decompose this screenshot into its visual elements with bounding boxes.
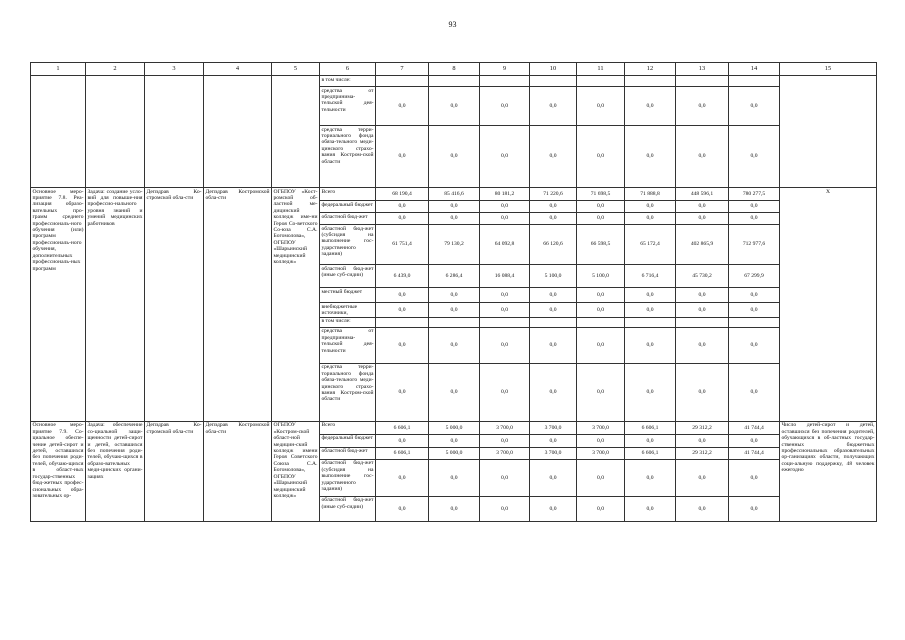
header-cell-15: 15 bbox=[780, 63, 877, 76]
amount-cell: 0,0 bbox=[376, 87, 429, 126]
amount-cell: 0,0 bbox=[480, 496, 530, 521]
funding-source-label: федеральный бюджет bbox=[320, 434, 376, 447]
amount-cell: 0,0 bbox=[530, 496, 577, 521]
amount-cell: 79 130,2 bbox=[429, 225, 480, 265]
empty-amount-cell bbox=[625, 76, 676, 87]
amount-cell: 0,0 bbox=[376, 303, 429, 318]
amount-cell: 0,0 bbox=[577, 87, 625, 126]
empty-amount-cell bbox=[429, 317, 480, 327]
empty-cell-4 bbox=[204, 76, 272, 188]
amount-cell: 29 312,2 bbox=[676, 447, 729, 459]
amount-cell: 0,0 bbox=[577, 213, 625, 225]
amount-cell: 0,0 bbox=[530, 126, 577, 188]
funding-source-label: в том числе: bbox=[320, 317, 376, 327]
block2-row bbox=[31, 188, 877, 201]
amount-cell: 0,0 bbox=[676, 303, 729, 318]
amount-cell: 6 606,1 bbox=[625, 421, 676, 434]
co-executor: Депздрав Костромской обла-сти bbox=[204, 188, 272, 422]
amount-cell: 0,0 bbox=[376, 363, 429, 421]
amount-cell: 0,0 bbox=[530, 201, 577, 213]
amount-cell: 0,0 bbox=[729, 363, 780, 421]
amount-cell: 0,0 bbox=[676, 434, 729, 447]
amount-cell: 0,0 bbox=[480, 201, 530, 213]
amount-cell: 0,0 bbox=[376, 126, 429, 188]
funding-source-label: областной бюд-жет bbox=[320, 213, 376, 225]
amount-cell: 0,0 bbox=[676, 288, 729, 303]
amount-cell: 780 277,5 bbox=[729, 188, 780, 201]
funding-source-label: средства от предпринима-тельской дея-тельности bbox=[320, 327, 376, 363]
amount-cell: 68 190,4 bbox=[376, 188, 429, 201]
amount-cell: 85 416,6 bbox=[429, 188, 480, 201]
participants: ОГБПОУ «Костром-ской област-ной медицин-ский колледж имени Героя Советского Союза С.А. Богомолова», ОГБПОУ «Шарьинский медицинский колледж» bbox=[272, 421, 320, 521]
empty-amount-cell bbox=[376, 76, 429, 87]
amount-cell: 0,0 bbox=[625, 459, 676, 496]
amount-cell: 0,0 bbox=[729, 213, 780, 225]
amount-cell: 41 744,4 bbox=[729, 447, 780, 459]
amount-cell: 0,0 bbox=[625, 303, 676, 318]
empty-amount-cell bbox=[429, 76, 480, 87]
amount-cell: 66 120,6 bbox=[530, 225, 577, 265]
amount-cell: 41 744,4 bbox=[729, 421, 780, 434]
amount-cell: 0,0 bbox=[429, 213, 480, 225]
amount-cell: 0,0 bbox=[376, 459, 429, 496]
amount-cell: 0,0 bbox=[429, 459, 480, 496]
responsible-executor: Депздрав Ко-стромской обла-сти bbox=[145, 188, 204, 422]
amount-cell: 0,0 bbox=[429, 87, 480, 126]
amount-cell: 0,0 bbox=[530, 459, 577, 496]
amount-cell: 0,0 bbox=[676, 201, 729, 213]
amount-cell: 0,0 bbox=[480, 434, 530, 447]
amount-cell: 0,0 bbox=[530, 213, 577, 225]
funding-source-label: Всего bbox=[320, 188, 376, 201]
amount-cell: 0,0 bbox=[577, 303, 625, 318]
funding-source-label: средства от предпринима-тельской дея-тельности bbox=[320, 87, 376, 126]
amount-cell: 0,0 bbox=[625, 327, 676, 363]
amount-cell: 0,0 bbox=[625, 288, 676, 303]
amount-cell: 712 977,6 bbox=[729, 225, 780, 265]
header-cell-10: 10 bbox=[530, 63, 577, 76]
amount-cell: 71 888,8 bbox=[625, 188, 676, 201]
amount-cell: 80 181,2 bbox=[480, 188, 530, 201]
funding-source-label: местный бюджет bbox=[320, 288, 376, 303]
participants: ОГБПОУ «Кост-ромской об-ластной ме-дицинский колледж име-ни Героя Со-ветского Со-юза С.А. Богомолова», ОГБПОУ «Шарьинский медицинский колледж» bbox=[272, 188, 320, 422]
amount-cell: 0,0 bbox=[429, 496, 480, 521]
amount-cell: 0,0 bbox=[729, 459, 780, 496]
amount-cell: 0,0 bbox=[376, 288, 429, 303]
amount-cell: 0,0 bbox=[429, 303, 480, 318]
task-description: Задача: создание усло-вий для повыше-ния профессио-нального уровня знаний и умений медицинских работников bbox=[86, 188, 145, 422]
budget-table bbox=[30, 62, 877, 522]
amount-cell: 0,0 bbox=[376, 496, 429, 521]
header-cell-5: 5 bbox=[272, 63, 320, 76]
amount-cell: 0,0 bbox=[676, 213, 729, 225]
amount-cell: 0,0 bbox=[676, 496, 729, 521]
amount-cell: 0,0 bbox=[376, 327, 429, 363]
amount-cell: 0,0 bbox=[429, 327, 480, 363]
empty-amount-cell bbox=[577, 76, 625, 87]
header-cell-8: 8 bbox=[429, 63, 480, 76]
amount-cell: 0,0 bbox=[429, 434, 480, 447]
amount-cell: 3 700,0 bbox=[577, 421, 625, 434]
amount-cell: 402 865,9 bbox=[676, 225, 729, 265]
empty-cell-3 bbox=[145, 76, 204, 188]
amount-cell: 6 606,1 bbox=[376, 447, 429, 459]
amount-cell: 0,0 bbox=[429, 288, 480, 303]
amount-cell: 0,0 bbox=[625, 87, 676, 126]
amount-cell: 0,0 bbox=[577, 201, 625, 213]
empty-amount-cell bbox=[530, 317, 577, 327]
amount-cell: 0,0 bbox=[625, 496, 676, 521]
amount-cell: 66 598,5 bbox=[577, 225, 625, 265]
header-cell-1: 1 bbox=[31, 63, 86, 76]
amount-cell: 71 698,5 bbox=[577, 188, 625, 201]
funding-source-label: средства терри-ториального фонда обяза-тельного меди-цинского страхо-вания Костром-ской области bbox=[320, 363, 376, 421]
amount-cell: 0,0 bbox=[729, 288, 780, 303]
amount-cell: 3 700,0 bbox=[530, 447, 577, 459]
funding-source-label: Всего bbox=[320, 421, 376, 434]
amount-cell: 0,0 bbox=[625, 434, 676, 447]
amount-cell: 0,0 bbox=[530, 303, 577, 318]
amount-cell: 0,0 bbox=[676, 327, 729, 363]
amount-cell: 6 606,1 bbox=[376, 421, 429, 434]
amount-cell: 0,0 bbox=[729, 327, 780, 363]
header-cell-14: 14 bbox=[729, 63, 780, 76]
amount-cell: 0,0 bbox=[577, 496, 625, 521]
header-cell-9: 9 bbox=[480, 63, 530, 76]
amount-cell: 0,0 bbox=[429, 126, 480, 188]
amount-cell: 3 700,0 bbox=[530, 421, 577, 434]
empty-amount-cell bbox=[480, 76, 530, 87]
empty-amount-cell bbox=[676, 76, 729, 87]
amount-cell: 67 299,9 bbox=[729, 265, 780, 288]
empty-amount-cell bbox=[729, 76, 780, 87]
amount-cell: 0,0 bbox=[729, 303, 780, 318]
block3-row bbox=[31, 421, 877, 434]
funding-source-label: федеральный бюджет bbox=[320, 201, 376, 213]
table-body bbox=[31, 63, 877, 522]
amount-cell: 6 606,1 bbox=[625, 447, 676, 459]
empty-amount-cell bbox=[480, 317, 530, 327]
amount-cell: 0,0 bbox=[480, 288, 530, 303]
amount-cell: 0,0 bbox=[577, 434, 625, 447]
measure-name: Основное меро-приятие 7.8. Реа-лизация образо-вательных про-грамм среднего профессиональ-ного обучения (или) программ профессиональ-ного обучения, дополнительных профессиональ-ных программ bbox=[31, 188, 86, 422]
amount-cell: 0,0 bbox=[625, 201, 676, 213]
funding-source-label: областной бюд-жет (субсидия на выполнение гос-ударственного задания) bbox=[320, 225, 376, 265]
amount-cell: 5 100,0 bbox=[530, 265, 577, 288]
amount-cell: 5 000,0 bbox=[429, 447, 480, 459]
amount-cell: 16 088,4 bbox=[480, 265, 530, 288]
amount-cell: 0,0 bbox=[625, 363, 676, 421]
amount-cell: 0,0 bbox=[676, 87, 729, 126]
header-cell-12: 12 bbox=[625, 63, 676, 76]
amount-cell: 0,0 bbox=[530, 363, 577, 421]
amount-cell: 61 751,4 bbox=[376, 225, 429, 265]
amount-cell: 0,0 bbox=[530, 327, 577, 363]
amount-cell: 0,0 bbox=[480, 327, 530, 363]
funding-source-label: областной бюд-жет (иные суб-сидии) bbox=[320, 496, 376, 521]
amount-cell: 0,0 bbox=[480, 303, 530, 318]
empty-result-cell bbox=[780, 76, 877, 188]
funding-source-label: средства терри-ториального фонда обяза-тельного меди-цинского страхо-вания Костром-ской области bbox=[320, 126, 376, 188]
block1-row bbox=[31, 76, 877, 87]
empty-cell-5 bbox=[272, 76, 320, 188]
amount-cell: 0,0 bbox=[729, 434, 780, 447]
header-cell-4: 4 bbox=[204, 63, 272, 76]
amount-cell: 65 172,4 bbox=[625, 225, 676, 265]
amount-cell: 0,0 bbox=[577, 327, 625, 363]
amount-cell: 0,0 bbox=[625, 126, 676, 188]
amount-cell: 64 092,8 bbox=[480, 225, 530, 265]
amount-cell: 0,0 bbox=[729, 87, 780, 126]
amount-cell: 448 596,1 bbox=[676, 188, 729, 201]
funding-source-label: областной бюд-жет (иные суб-сидии) bbox=[320, 265, 376, 288]
amount-cell: 6 439,0 bbox=[376, 265, 429, 288]
funding-source-label: областной бюд-жет bbox=[320, 447, 376, 459]
amount-cell: 0,0 bbox=[625, 213, 676, 225]
amount-cell: 0,0 bbox=[480, 459, 530, 496]
amount-cell: 0,0 bbox=[530, 87, 577, 126]
empty-amount-cell bbox=[577, 317, 625, 327]
amount-cell: 3 700,0 bbox=[480, 421, 530, 434]
amount-cell: 0,0 bbox=[530, 434, 577, 447]
amount-cell: 0,0 bbox=[577, 459, 625, 496]
empty-amount-cell bbox=[376, 317, 429, 327]
task-description: Задача: обеспечение со-циальной защи-щенности детей-сирот и детей, оставшихся без попечения роди-телей, обучаю-щихся в образо-вательных меди-цинских органи-зациях bbox=[86, 421, 145, 521]
funding-source-label: областной бюд-жет (субсидия на выполнение гос-ударственного задания) bbox=[320, 459, 376, 496]
amount-cell: 0,0 bbox=[480, 126, 530, 188]
amount-cell: 5 000,0 bbox=[429, 421, 480, 434]
empty-amount-cell bbox=[530, 76, 577, 87]
amount-cell: 0,0 bbox=[480, 87, 530, 126]
amount-cell: 0,0 bbox=[429, 363, 480, 421]
amount-cell: 3 700,0 bbox=[577, 447, 625, 459]
responsible-executor: Депздрав Ко-стромской обла-сти bbox=[145, 421, 204, 521]
amount-cell: 0,0 bbox=[676, 126, 729, 188]
header-cell-11: 11 bbox=[577, 63, 625, 76]
amount-cell: 0,0 bbox=[429, 201, 480, 213]
header-cell-2: 2 bbox=[86, 63, 145, 76]
amount-cell: 0,0 bbox=[376, 434, 429, 447]
empty-amount-cell bbox=[729, 317, 780, 327]
co-executor: Депздрав Костромской обла-сти bbox=[204, 421, 272, 521]
funding-source-label: в том числе: bbox=[320, 76, 376, 87]
amount-cell: 0,0 bbox=[577, 363, 625, 421]
amount-cell: 71 220,6 bbox=[530, 188, 577, 201]
amount-cell: 0,0 bbox=[577, 288, 625, 303]
measure-name: Основное меро-приятие 7.9. Со-циальное обеспе-чение детей-сирот и детей, оставшихся без попечения роди-телей, обучаю-щихся в област-ных государ-ственных бюд-жетных профес-сиональных обра-зовательных ор- bbox=[31, 421, 86, 521]
amount-cell: 0,0 bbox=[577, 126, 625, 188]
amount-cell: 0,0 bbox=[376, 213, 429, 225]
empty-amount-cell bbox=[625, 317, 676, 327]
amount-cell: 0,0 bbox=[530, 288, 577, 303]
header-cell-7: 7 bbox=[376, 63, 429, 76]
header-cell-6: 6 bbox=[320, 63, 376, 76]
amount-cell: 0,0 bbox=[729, 496, 780, 521]
result-indicator: Х bbox=[780, 188, 877, 422]
result-indicator: Число детей-сирот и детей, оставшихся без попечения родителей, обучающихся в об-ластных государ-ственных бюджетных профессиональных образовательных ор-ганизациях области, получающих соци-альную поддержку, 48 человек ежегодно bbox=[780, 421, 877, 521]
header-cell-13: 13 bbox=[676, 63, 729, 76]
empty-cell-1 bbox=[31, 76, 86, 188]
funding-source-label: внебюджетные источники, bbox=[320, 303, 376, 318]
amount-cell: 0,0 bbox=[480, 363, 530, 421]
amount-cell: 0,0 bbox=[676, 363, 729, 421]
amount-cell: 0,0 bbox=[729, 201, 780, 213]
header-row bbox=[31, 63, 877, 76]
amount-cell: 29 312,2 bbox=[676, 421, 729, 434]
amount-cell: 45 730,2 bbox=[676, 265, 729, 288]
empty-amount-cell bbox=[676, 317, 729, 327]
amount-cell: 3 700,0 bbox=[480, 447, 530, 459]
header-cell-3: 3 bbox=[145, 63, 204, 76]
amount-cell: 0,0 bbox=[376, 201, 429, 213]
amount-cell: 5 100,0 bbox=[577, 265, 625, 288]
amount-cell: 6 286,4 bbox=[429, 265, 480, 288]
empty-cell-2 bbox=[86, 76, 145, 188]
amount-cell: 0,0 bbox=[729, 126, 780, 188]
amount-cell: 6 716,4 bbox=[625, 265, 676, 288]
amount-cell: 0,0 bbox=[480, 213, 530, 225]
page-number: 93 bbox=[448, 20, 457, 29]
amount-cell: 0,0 bbox=[676, 459, 729, 496]
